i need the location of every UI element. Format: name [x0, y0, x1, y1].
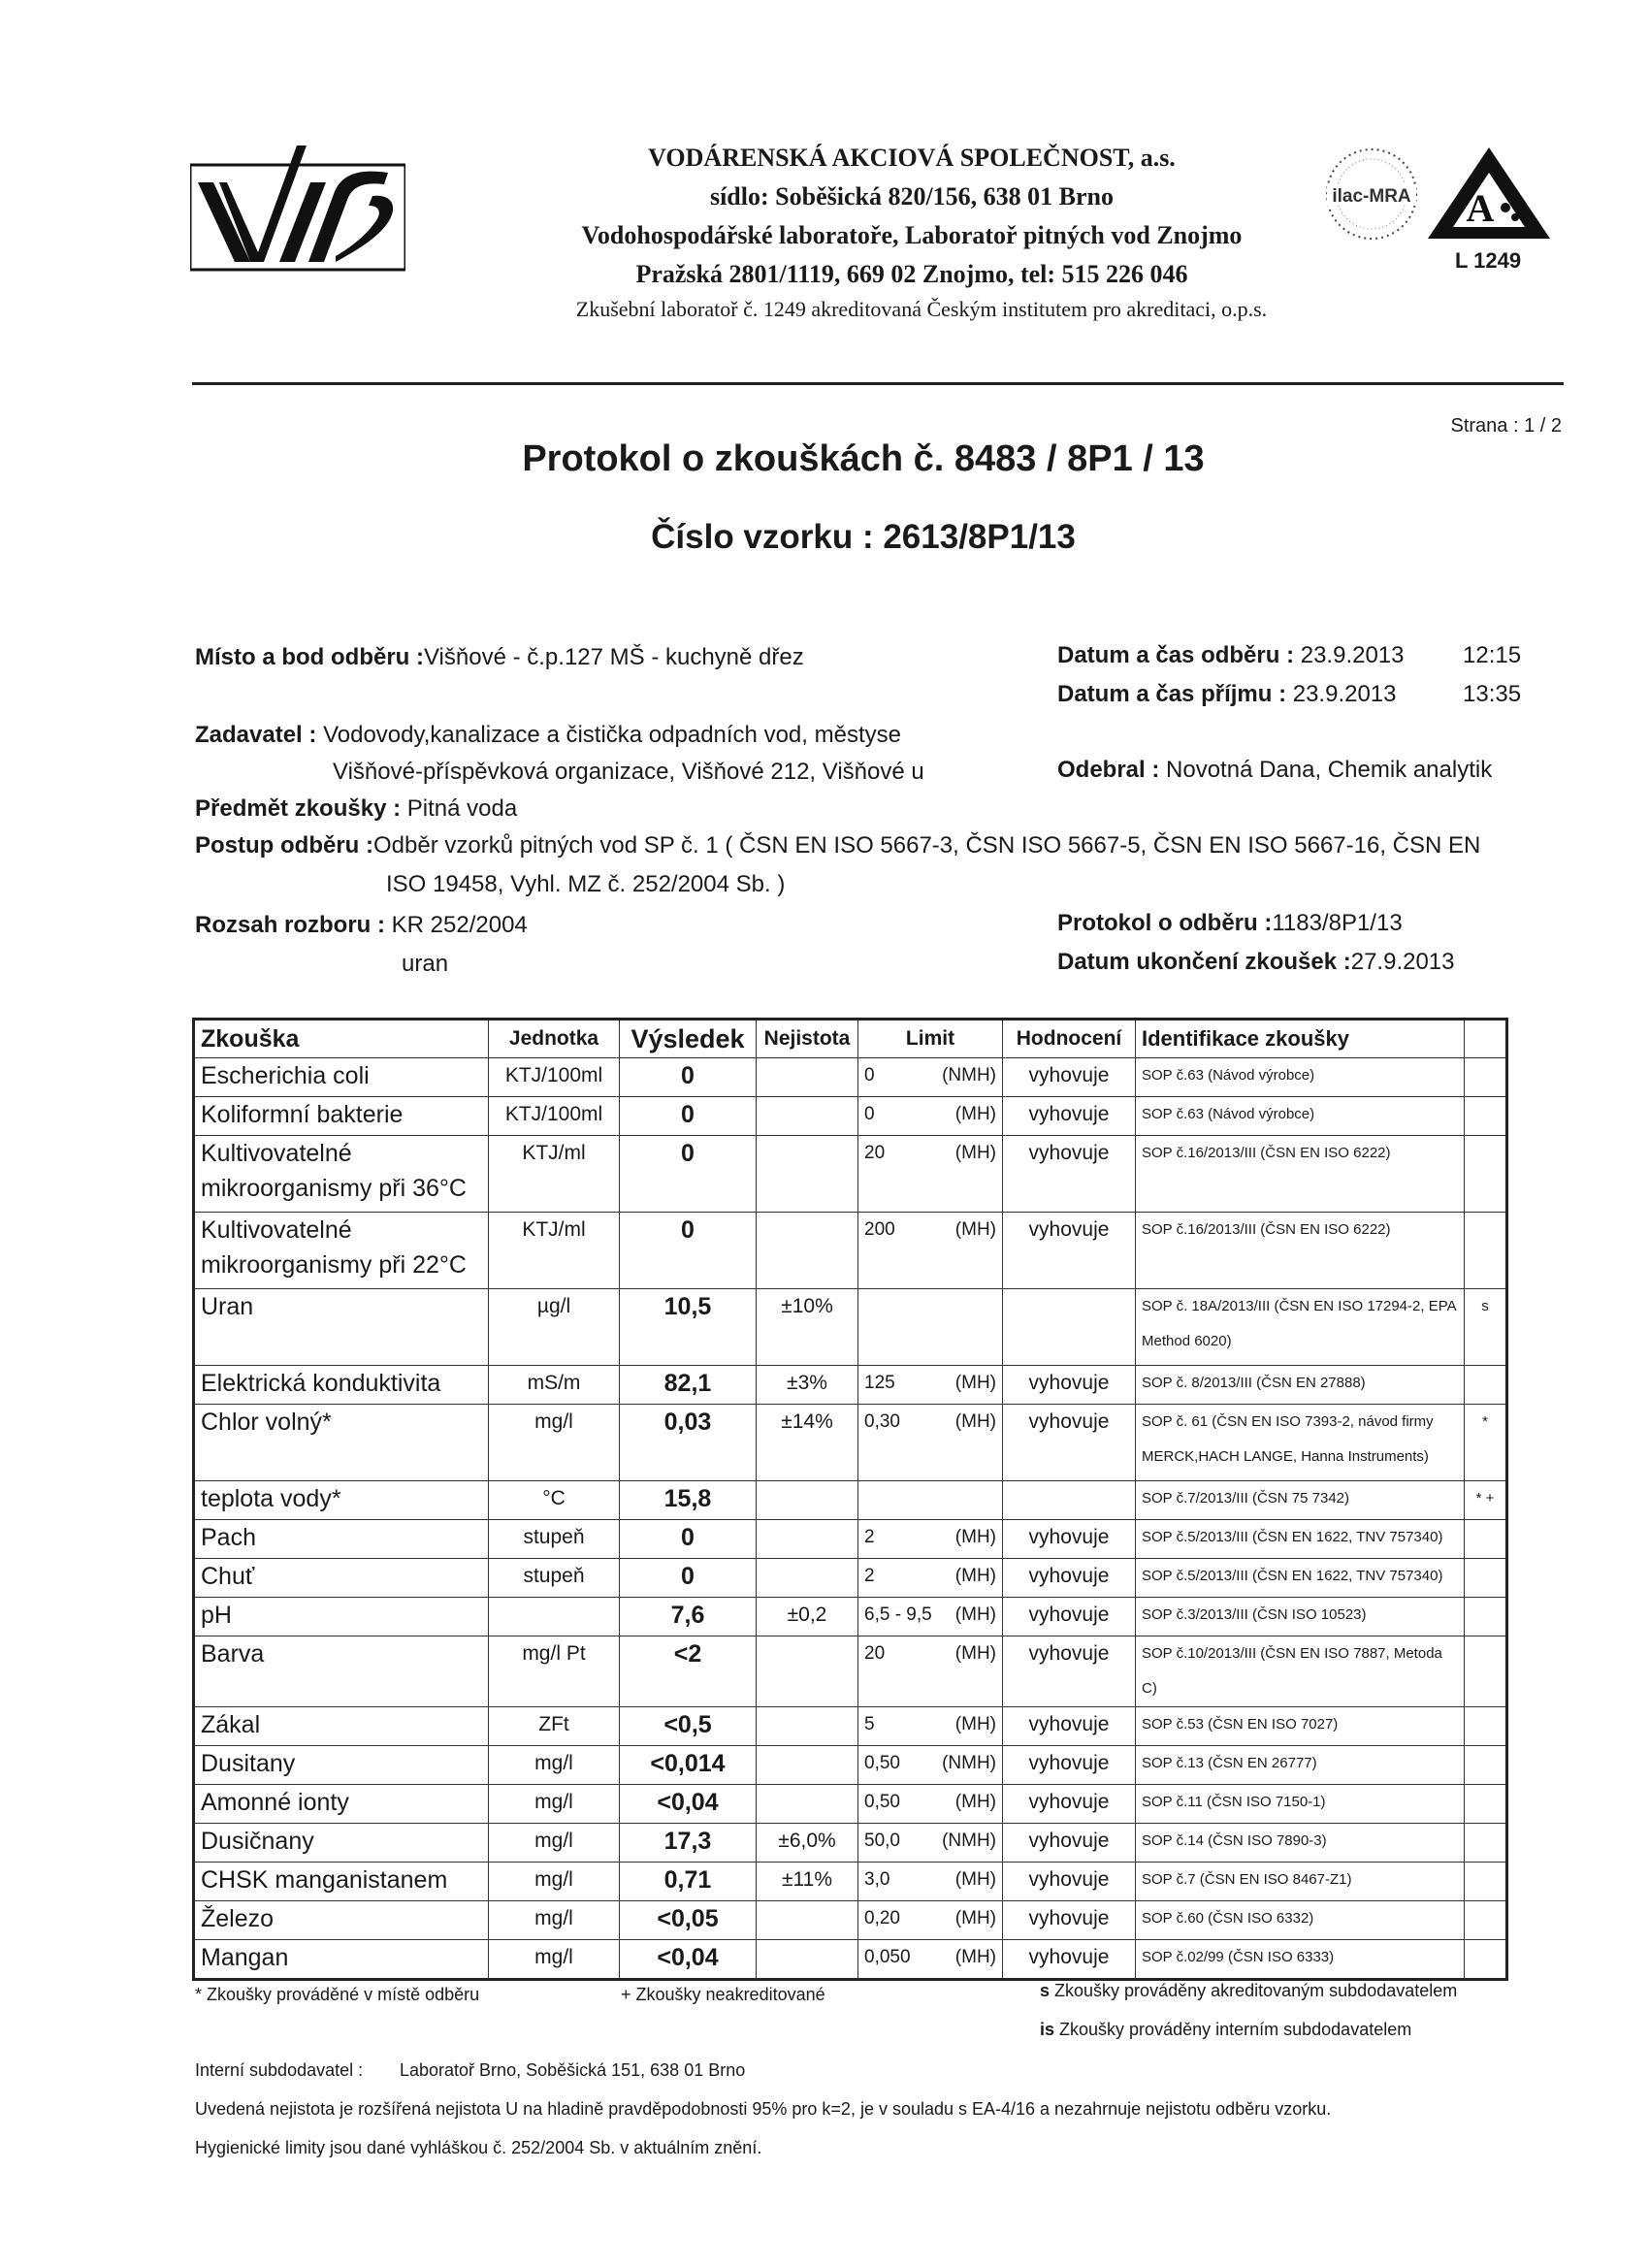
limit-type: (MH) — [954, 1643, 996, 1664]
test-identification-cell: SOP č.53 (ČSN EN ISO 7027) — [1136, 1707, 1465, 1746]
test-name-cell: Chlor volný* — [194, 1405, 489, 1481]
limit-wrap — [864, 1940, 996, 1975]
company-address: sídlo: Soběšická 820/156, 638 01 Brno — [709, 182, 1115, 211]
limit-cell — [858, 1746, 1003, 1785]
uncertainty-cell: ±0,2 — [757, 1598, 858, 1636]
sampler-label: Odebral : — [1057, 757, 1160, 783]
result-cell: 0 — [620, 1058, 757, 1097]
test-subject-value: Pitná voda — [406, 795, 518, 822]
sampler — [1057, 757, 1492, 784]
limit-cell — [858, 1520, 1003, 1559]
evaluation-cell: vyhovuje — [1003, 1901, 1136, 1940]
table-row — [194, 1520, 1507, 1559]
client — [195, 722, 901, 749]
evaluation-cell: vyhovuje — [1003, 1405, 1136, 1481]
tests-end-date-label: Datum ukončení zkoušek : — [1057, 949, 1351, 975]
results-table — [192, 1018, 1508, 1981]
uncertainty-cell: ±10% — [757, 1289, 858, 1366]
unit-cell — [489, 1598, 620, 1636]
test-identification-cell: SOP č.5/2013/III (ČSN EN 1622, TNV 757340) — [1136, 1520, 1465, 1559]
uncertainty-cell: ±14% — [757, 1405, 858, 1481]
uncertainty-cell — [757, 1559, 858, 1598]
test-identification-cell: SOP č.02/99 (ČSN ISO 6333) — [1136, 1940, 1465, 1980]
limit-value: 0,050 — [864, 1947, 911, 1967]
table-row — [194, 1213, 1507, 1289]
test-name-cell: Escherichia coli — [194, 1058, 489, 1097]
sampling-datetime-label: Datum a čas odběru : — [1057, 642, 1295, 668]
header-divider — [192, 382, 1564, 385]
sampling-place-value: Višňové - č.p.127 MŠ - kuchyně dřez — [423, 644, 804, 670]
tests-end-date-value: 27.9.2013 — [1350, 949, 1455, 975]
evaluation-cell: vyhovuje — [1003, 1598, 1136, 1636]
test-identification-cell: SOP č.7/2013/III (ČSN 75 7342) — [1136, 1481, 1465, 1520]
cai-accreditation-mark — [1424, 144, 1554, 243]
limit-type: (MH) — [954, 1527, 996, 1547]
result-cell: <0,5 — [620, 1707, 757, 1746]
unit-cell: mg/l — [489, 1746, 620, 1785]
limit-wrap — [864, 1863, 996, 1897]
sampling-procedure-line-1: Odběr vzorků pitných vod SP č. 1 ( ČSN EN ISO 5667-3, ČSN ISO 5667-5, ČSN EN ISO 5667-16, ČSN EN — [372, 832, 1481, 859]
test-name-cell: Uran — [194, 1289, 489, 1366]
note-cell — [1465, 1824, 1507, 1863]
table-row — [194, 1058, 1507, 1097]
sampling-place — [195, 644, 804, 671]
table-row — [194, 1366, 1507, 1405]
receipt-datetime — [1057, 681, 1397, 708]
uncertainty-cell — [757, 1097, 858, 1136]
test-name-cell: Dusičnany — [194, 1824, 489, 1863]
unit-cell: stupeň — [489, 1520, 620, 1559]
limit-wrap — [864, 1520, 996, 1555]
result-cell: 10,5 — [620, 1289, 757, 1366]
limit-cell — [858, 1405, 1003, 1481]
uncertainty-cell — [757, 1746, 858, 1785]
result-cell: 7,6 — [620, 1598, 757, 1636]
limit-cell — [858, 1481, 1003, 1520]
result-cell: 15,8 — [620, 1481, 757, 1520]
result-cell: <0,05 — [620, 1901, 757, 1940]
test-identification-cell: SOP č.14 (ČSN ISO 7890-3) — [1136, 1824, 1465, 1863]
table-row — [194, 1707, 1507, 1746]
receipt-time: 13:35 — [1463, 681, 1522, 707]
limit-wrap — [864, 1824, 996, 1859]
unit-cell: stupeň — [489, 1559, 620, 1598]
note-cell — [1465, 1785, 1507, 1824]
col-note — [1465, 1020, 1507, 1058]
table-row — [194, 1746, 1507, 1785]
uncertainty-cell — [757, 1481, 858, 1520]
footnote-onsite: * Zkoušky prováděné v místě odběru — [195, 1985, 480, 2004]
col-test-identification: Identifikace zkoušky — [1136, 1020, 1465, 1058]
evaluation-cell — [1003, 1481, 1136, 1520]
unit-cell: µg/l — [489, 1289, 620, 1366]
vas-logo — [190, 144, 405, 272]
limit-wrap — [864, 1058, 996, 1093]
table-row — [194, 1559, 1507, 1598]
table-row — [194, 1901, 1507, 1940]
svg-text:A: A — [1466, 186, 1495, 230]
limit-value: 125 — [864, 1373, 895, 1393]
sampling-protocol — [1057, 910, 1403, 937]
sampling-datetime — [1057, 642, 1405, 669]
sampling-date: 23.9.2013 — [1300, 642, 1405, 668]
limit-wrap — [864, 1901, 996, 1936]
footnote-subcontractor-s — [1040, 1981, 1457, 2001]
note-cell — [1465, 1746, 1507, 1785]
limit-value: 200 — [864, 1219, 895, 1240]
result-cell: 82,1 — [620, 1366, 757, 1405]
limit-value: 20 — [864, 1143, 886, 1163]
note-cell — [1465, 1366, 1507, 1405]
limit-value: 0,50 — [864, 1792, 900, 1812]
evaluation-cell: vyhovuje — [1003, 1097, 1136, 1136]
internal-subcontractor-value: Laboratoř Brno, Soběšická 151, 638 01 Brno — [400, 2060, 746, 2080]
limit-cell — [858, 1598, 1003, 1636]
table-row — [194, 1636, 1507, 1707]
sampler-value: Novotná Dana, Chemik analytik — [1166, 757, 1493, 783]
test-identification-cell: SOP č.5/2013/III (ČSN EN 1622, TNV 757340) — [1136, 1559, 1465, 1598]
result-cell: 0 — [620, 1520, 757, 1559]
unit-cell: °C — [489, 1481, 620, 1520]
test-name-cell: Mangan — [194, 1940, 489, 1980]
analysis-scope-line-1: KR 252/2004 — [391, 912, 528, 938]
table-row — [194, 1289, 1507, 1366]
evaluation-cell: vyhovuje — [1003, 1520, 1136, 1559]
evaluation-cell: vyhovuje — [1003, 1863, 1136, 1901]
uncertainty-note: Uvedená nejistota je rozšířená nejistota U na hladině pravděpodobnosti 95% pro k=2, je v souladu s EA-4/16 a nezahrnuje nejistotu odběru vzorku. — [195, 2099, 1332, 2119]
limits-note: Hygienické limity jsou dané vyhláškou č. 252/2004 Sb. v aktuálním znění. — [195, 2138, 762, 2157]
limit-value: 6,5 - 9,5 — [864, 1604, 932, 1625]
test-identification-cell: SOP č.11 (ČSN ISO 7150-1) — [1136, 1785, 1465, 1824]
uncertainty-cell — [757, 1136, 858, 1213]
evaluation-cell: vyhovuje — [1003, 1136, 1136, 1213]
note-cell — [1465, 1863, 1507, 1901]
limit-value: 3,0 — [864, 1869, 890, 1890]
uncertainty-cell: ±3% — [757, 1366, 858, 1405]
receipt-datetime-label: Datum a čas příjmu : — [1057, 681, 1287, 707]
evaluation-cell: vyhovuje — [1003, 1213, 1136, 1289]
company-name: VODÁRENSKÁ AKCIOVÁ SPOLEČNOST, a.s. — [648, 144, 1176, 172]
receipt-date: 23.9.2013 — [1292, 681, 1397, 707]
result-cell: 17,3 — [620, 1824, 757, 1863]
limit-cell — [858, 1636, 1003, 1707]
evaluation-cell: vyhovuje — [1003, 1559, 1136, 1598]
client-label: Zadavatel : — [195, 722, 317, 748]
unit-cell: KTJ/ml — [489, 1213, 620, 1289]
uncertainty-cell — [757, 1901, 858, 1940]
table-row — [194, 1824, 1507, 1863]
limit-type: (MH) — [954, 1104, 996, 1124]
limit-type: (MH) — [954, 1869, 996, 1890]
sample-number: Číslo vzorku : 2613/8P1/13 — [651, 518, 1076, 556]
sampling-place-label: Místo a bod odběru : — [195, 644, 424, 670]
col-evaluation: Hodnocení — [1003, 1020, 1136, 1058]
limit-cell — [858, 1058, 1003, 1097]
test-name-cell: teplota vody* — [194, 1481, 489, 1520]
limit-type: (MH) — [954, 1373, 996, 1393]
limit-cell — [858, 1366, 1003, 1405]
test-identification-cell: SOP č. 8/2013/III (ČSN EN 27888) — [1136, 1366, 1465, 1405]
note-cell — [1465, 1707, 1507, 1746]
note-cell — [1465, 1559, 1507, 1598]
uncertainty-cell — [757, 1213, 858, 1289]
evaluation-cell: vyhovuje — [1003, 1824, 1136, 1863]
limit-wrap — [864, 1405, 996, 1440]
limit-cell — [858, 1213, 1003, 1289]
note-cell — [1465, 1058, 1507, 1097]
limit-value: 2 — [864, 1566, 875, 1586]
internal-subcontractor-label: Interní subdodavatel : — [195, 2060, 364, 2080]
tests-end-date — [1057, 949, 1455, 976]
svg-text:ilac-MRA: ilac-MRA — [1332, 186, 1411, 207]
sampling-protocol-value: 1183/8P1/13 — [1272, 910, 1403, 936]
uncertainty-cell — [757, 1940, 858, 1980]
uncertainty-cell — [757, 1636, 858, 1707]
note-cell — [1465, 1901, 1507, 1940]
note-cell: * — [1465, 1405, 1507, 1481]
table-header-row — [194, 1020, 1507, 1058]
unit-cell: mg/l — [489, 1863, 620, 1901]
limit-wrap — [864, 1707, 996, 1742]
analysis-scope-label: Rozsah rozboru : — [195, 912, 385, 938]
evaluation-cell: vyhovuje — [1003, 1707, 1136, 1746]
result-cell: 0,03 — [620, 1405, 757, 1481]
test-name-cell: Elektrická konduktivita — [194, 1366, 489, 1405]
test-name-cell: Železo — [194, 1901, 489, 1940]
limit-value: 0,50 — [864, 1753, 900, 1773]
limit-wrap — [864, 1097, 996, 1132]
test-name-cell: Kultivovatelné mikroorganismy při 36°C — [194, 1136, 489, 1213]
test-identification-cell: SOP č. 61 (ČSN EN ISO 7393-2, návod firmy MERCK,HACH LANGE, Hanna Instruments) — [1136, 1405, 1465, 1481]
limit-value: 20 — [864, 1643, 886, 1664]
unit-cell: ZFt — [489, 1707, 620, 1746]
limit-wrap — [864, 1559, 996, 1594]
evaluation-cell: vyhovuje — [1003, 1940, 1136, 1980]
result-cell: <0,04 — [620, 1940, 757, 1980]
limit-value: 50,0 — [864, 1831, 900, 1851]
test-identification-cell: SOP č.3/2013/III (ČSN ISO 10523) — [1136, 1598, 1465, 1636]
test-name-cell: Dusitany — [194, 1746, 489, 1785]
result-cell: <0,014 — [620, 1746, 757, 1785]
test-name-cell: pH — [194, 1598, 489, 1636]
note-cell — [1465, 1097, 1507, 1136]
limit-wrap — [864, 1636, 996, 1671]
footnote-subcontractor-is — [1040, 2020, 1411, 2040]
test-name-cell: Zákal — [194, 1707, 489, 1746]
footnote-is-mark: is — [1040, 2020, 1055, 2039]
limit-cell — [858, 1785, 1003, 1824]
unit-cell: KTJ/ml — [489, 1136, 620, 1213]
footnote-s-text: Zkoušky prováděny akreditovaným subdodavatelem — [1054, 1981, 1458, 2000]
note-cell — [1465, 1520, 1507, 1559]
analysis-scope-line-2: uran — [402, 951, 449, 977]
page-title: Protokol o zkouškách č. 8483 / 8P1 / 13 — [522, 438, 1205, 479]
test-identification-cell: SOP č.16/2013/III (ČSN EN ISO 6222) — [1136, 1213, 1465, 1289]
test-subject-label: Předmět zkoušky : — [195, 795, 402, 822]
result-cell: <0,04 — [620, 1785, 757, 1824]
test-identification-cell: SOP č.13 (ČSN EN 26777) — [1136, 1746, 1465, 1785]
result-cell: 0 — [620, 1213, 757, 1289]
test-identification-cell: SOP č. 18A/2013/III (ČSN EN ISO 17294-2, EPA Method 6020) — [1136, 1289, 1465, 1366]
result-cell: <2 — [620, 1636, 757, 1707]
test-identification-cell: SOP č.10/2013/III (ČSN EN ISO 7887, Metoda C) — [1136, 1636, 1465, 1707]
evaluation-cell: vyhovuje — [1003, 1636, 1136, 1707]
limit-cell — [858, 1901, 1003, 1940]
limit-wrap — [864, 1366, 996, 1401]
col-uncertainty: Nejistota — [757, 1020, 858, 1058]
unit-cell: mg/l — [489, 1824, 620, 1863]
limit-value: 5 — [864, 1714, 875, 1734]
limit-cell — [858, 1559, 1003, 1598]
limit-type: (MH) — [954, 1566, 996, 1586]
lab-name: Vodohospodářské laboratoře, Laboratoř pitných vod Znojmo — [581, 221, 1243, 249]
table-row — [194, 1136, 1507, 1213]
analysis-scope — [195, 912, 528, 939]
limit-wrap — [864, 1785, 996, 1820]
cai-number: L 1249 — [1455, 248, 1522, 273]
unit-cell: mg/l Pt — [489, 1636, 620, 1707]
limit-wrap — [864, 1136, 996, 1171]
table-row — [194, 1863, 1507, 1901]
results-body — [194, 1058, 1507, 1980]
col-result: Výsledek — [620, 1020, 757, 1058]
limit-cell — [858, 1863, 1003, 1901]
sampling-protocol-label: Protokol o odběru : — [1057, 910, 1273, 936]
test-subject — [195, 795, 517, 823]
limit-wrap — [864, 1746, 996, 1781]
unit-cell: mg/l — [489, 1901, 620, 1940]
test-name-cell: Barva — [194, 1636, 489, 1707]
test-identification-cell: SOP č.63 (Návod výrobce) — [1136, 1097, 1465, 1136]
limit-type: (MH) — [954, 1947, 996, 1967]
table-row — [194, 1940, 1507, 1980]
note-cell — [1465, 1136, 1507, 1213]
accreditation-statement: Zkušební laboratoř č. 1249 akreditovaná Českým institutem pro akreditaci, o.p.s. — [575, 297, 1268, 321]
unit-cell: mg/l — [489, 1405, 620, 1481]
footnote-is-text: Zkoušky prováděny interním subdodavatelem — [1059, 2020, 1412, 2039]
result-cell: 0 — [620, 1136, 757, 1213]
note-cell — [1465, 1213, 1507, 1289]
limit-value: 0 — [864, 1065, 875, 1085]
table-row — [194, 1481, 1507, 1520]
test-identification-cell: SOP č.7 (ČSN EN ISO 8467-Z1) — [1136, 1863, 1465, 1901]
limit-type: (NMH) — [942, 1065, 996, 1085]
table-row — [194, 1598, 1507, 1636]
sampling-procedure-line-2: ISO 19458, Vyhl. MZ č. 252/2004 Sb. ) — [386, 871, 786, 897]
limit-type: (MH) — [954, 1908, 996, 1928]
test-name-cell: Pach — [194, 1520, 489, 1559]
col-limit: Limit — [858, 1020, 1003, 1058]
evaluation-cell: vyhovuje — [1003, 1366, 1136, 1405]
limit-type: (MH) — [954, 1219, 996, 1240]
evaluation-cell — [1003, 1289, 1136, 1366]
unit-cell: KTJ/100ml — [489, 1097, 620, 1136]
evaluation-cell: vyhovuje — [1003, 1785, 1136, 1824]
limit-type: (MH) — [954, 1714, 996, 1734]
test-identification-cell: SOP č.16/2013/III (ČSN EN ISO 6222) — [1136, 1136, 1465, 1213]
uncertainty-cell — [757, 1058, 858, 1097]
test-name-cell: Amonné ionty — [194, 1785, 489, 1824]
unit-cell: KTJ/100ml — [489, 1058, 620, 1097]
test-name-cell: CHSK manganistanem — [194, 1863, 489, 1901]
limit-cell — [858, 1824, 1003, 1863]
note-cell: * + — [1465, 1481, 1507, 1520]
limit-cell — [858, 1136, 1003, 1213]
limit-value: 0 — [864, 1104, 875, 1124]
limit-type: (MH) — [954, 1143, 996, 1163]
result-cell: 0,71 — [620, 1863, 757, 1901]
test-identification-cell: SOP č.60 (ČSN ISO 6332) — [1136, 1901, 1465, 1940]
sampling-procedure — [195, 832, 1480, 859]
limit-type: (NMH) — [942, 1753, 996, 1773]
limit-value: 0,30 — [864, 1411, 900, 1432]
limit-cell — [858, 1707, 1003, 1746]
test-identification-cell: SOP č.63 (Návod výrobce) — [1136, 1058, 1465, 1097]
unit-cell: mS/m — [489, 1366, 620, 1405]
limit-type: (MH) — [954, 1411, 996, 1432]
evaluation-cell: vyhovuje — [1003, 1746, 1136, 1785]
result-cell: 0 — [620, 1097, 757, 1136]
uncertainty-cell — [757, 1520, 858, 1559]
client-line-1: Vodovody,kanalizace a čistička odpadních vod, městyse — [323, 722, 901, 748]
limit-type: (NMH) — [942, 1831, 996, 1851]
note-cell: s — [1465, 1289, 1507, 1366]
test-name-cell: Kultivovatelné mikroorganismy při 22°C — [194, 1213, 489, 1289]
footnote-s-mark: s — [1040, 1981, 1051, 2000]
limit-cell — [858, 1097, 1003, 1136]
note-cell — [1465, 1636, 1507, 1707]
test-name-cell: Koliformní bakterie — [194, 1097, 489, 1136]
table-row — [194, 1785, 1507, 1824]
note-cell — [1465, 1940, 1507, 1980]
sampling-time: 12:15 — [1463, 642, 1522, 668]
limit-wrap — [864, 1213, 996, 1247]
unit-cell: mg/l — [489, 1940, 620, 1980]
uncertainty-cell: ±6,0% — [757, 1824, 858, 1863]
sampling-procedure-label: Postup odběru : — [195, 832, 373, 859]
ilac-mra-mark — [1321, 144, 1422, 244]
col-test: Zkouška — [194, 1020, 489, 1058]
note-cell — [1465, 1598, 1507, 1636]
limit-type: (MH) — [954, 1604, 996, 1625]
uncertainty-cell — [757, 1707, 858, 1746]
limit-cell — [858, 1940, 1003, 1980]
unit-cell: mg/l — [489, 1785, 620, 1824]
evaluation-cell: vyhovuje — [1003, 1058, 1136, 1097]
table-row — [194, 1097, 1507, 1136]
client-line-2: Višňové-příspěvková organizace, Višňové 212, Višňové u — [333, 759, 924, 785]
col-unit: Jednotka — [489, 1020, 620, 1058]
footnote-nonaccredited: + Zkoušky neakreditované — [621, 1985, 825, 2004]
page-number: Strana : 1 / 2 — [1450, 415, 1562, 437]
limit-value: 2 — [864, 1527, 875, 1547]
uncertainty-cell — [757, 1785, 858, 1824]
limit-wrap — [864, 1598, 996, 1633]
limit-type: (MH) — [954, 1792, 996, 1812]
test-name-cell: Chuť — [194, 1559, 489, 1598]
lab-address: Pražská 2801/1119, 669 02 Znojmo, tel: 515 226 046 — [635, 260, 1188, 288]
uncertainty-cell: ±11% — [757, 1863, 858, 1901]
limit-value: 0,20 — [864, 1908, 900, 1928]
result-cell: 0 — [620, 1559, 757, 1598]
limit-cell — [858, 1289, 1003, 1366]
table-row — [194, 1405, 1507, 1481]
